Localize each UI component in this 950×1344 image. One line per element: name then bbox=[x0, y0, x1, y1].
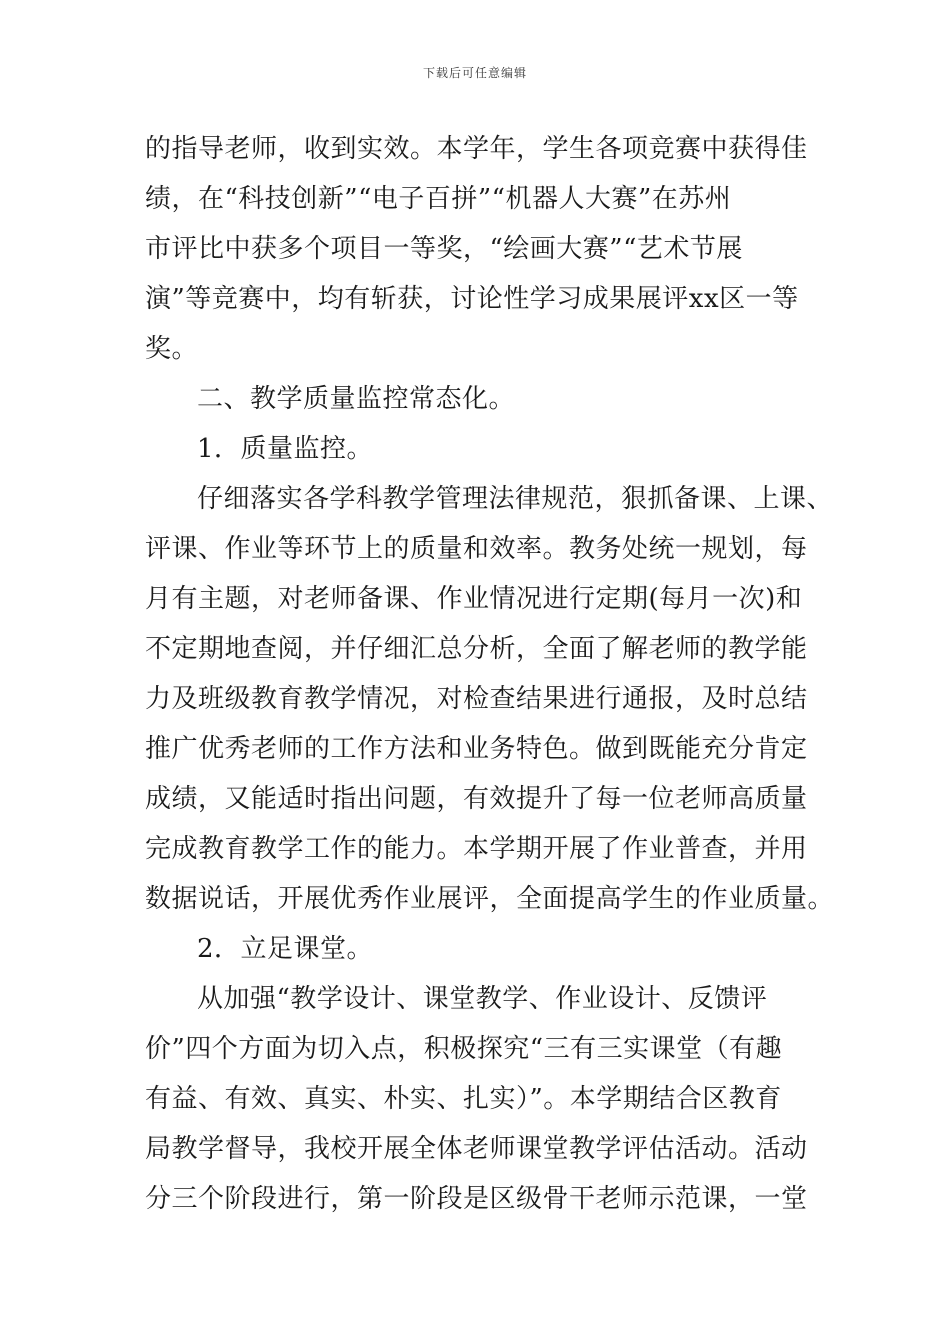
text-line: 完成教育教学工作的能力。本学期开展了作业普查，并用 bbox=[145, 834, 808, 864]
text-line: 不定期地查阅，并仔细汇总分析，全面了解老师的教学能 bbox=[145, 634, 808, 664]
paragraph-start-line: 仔细落实各学科教学管理法律规范，狠抓备课、上课、 bbox=[197, 484, 834, 514]
text-line: 月有主题，对老师备课、作业情况进行定期(每月一次)和 bbox=[145, 584, 803, 614]
text-line: 分三个阶段进行，第一阶段是区级骨干老师示范课，一堂 bbox=[145, 1184, 808, 1214]
text-line: 演”等竞赛中，均有斩获，讨论性学习成果展评xx区一等 bbox=[145, 284, 799, 314]
page-header: 下载后可任意编辑 bbox=[422, 66, 527, 80]
subsection-heading: 2．立足课堂。 bbox=[197, 934, 374, 964]
text-line: 有益、有效、真实、朴实、扎实）”。本学期结合区教育 bbox=[145, 1084, 782, 1114]
text-line: 绩，在“科技创新”“电子百拼”“机器人大赛”在苏州 bbox=[145, 184, 732, 214]
subsection-heading: 1．质量监控。 bbox=[197, 434, 374, 464]
text-line: 的指导老师，收到实效。本学年，学生各项竞赛中获得佳 bbox=[145, 134, 808, 164]
text-line: 局教学督导，我校开展全体老师课堂教学评估活动。活动 bbox=[145, 1134, 808, 1164]
text-line: 奖。 bbox=[145, 334, 199, 364]
text-line: 成绩，又能适时指出问题，有效提升了每一位老师高质量 bbox=[145, 784, 808, 814]
paragraph-start-line: 从加强“教学设计、课堂教学、作业设计、反馈评 bbox=[197, 984, 768, 1014]
section-heading: 二、教学质量监控常态化。 bbox=[197, 384, 516, 414]
text-line: 价”四个方面为切入点，积极探究“三有三实课堂（有趣 bbox=[145, 1034, 783, 1064]
text-line: 推广优秀老师的工作方法和业务特色。做到既能充分肯定 bbox=[145, 734, 808, 764]
document-body bbox=[145, 124, 835, 1224]
text-line: 力及班级教育教学情况，对检查结果进行通报，及时总结 bbox=[145, 684, 808, 714]
text-line: 市评比中获多个项目一等奖，“绘画大赛”“艺术节展 bbox=[145, 234, 743, 264]
text-line: 评课、作业等环节上的质量和效率。教务处统一规划，每 bbox=[145, 534, 808, 564]
text-line: 数据说话，开展优秀作业展评，全面提高学生的作业质量。 bbox=[145, 884, 835, 914]
